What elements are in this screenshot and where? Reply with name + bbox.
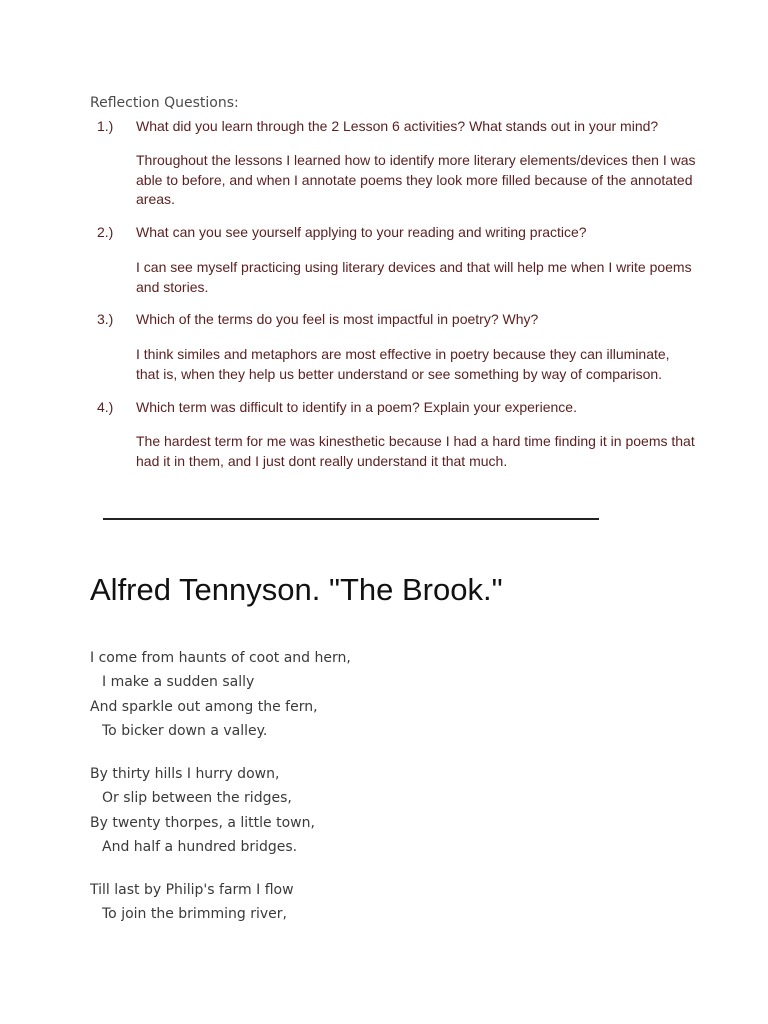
reflection-heading: Reflection Questions: <box>90 95 239 111</box>
question-number: 3.) <box>97 311 114 327</box>
answer-text: I can see myself practicing using literary devices and that will help me when I write poems and stories. <box>136 259 692 295</box>
answer-text: The hardest term for me was kinesthetic because I had a hard time finding it in poems that had it in them, and I just dont really understand it that much. <box>136 433 695 469</box>
poem-line: By thirty hills I hurry down, <box>90 766 280 782</box>
question-number: 2.) <box>97 224 114 240</box>
poem-line: To join the brimming river, <box>102 906 287 923</box>
question-text: What did you learn through the 2 Lesson 6 activities? What stands out in your mind? <box>136 118 659 134</box>
section-divider <box>103 518 599 520</box>
poem-line: To bicker down a valley. <box>102 722 268 739</box>
answer-text: I think similes and metaphors are most effective in poetry because they can illuminate, that is, when they help us better understand or see something by way of comparison. <box>136 346 670 382</box>
poem-line: And half a hundred bridges. <box>102 838 298 855</box>
poem-line: I come from haunts of coot and hern, <box>90 650 351 666</box>
poem-line: And sparkle out among the fern, <box>90 698 318 715</box>
question-text: What can you see yourself applying to your reading and writing practice? <box>136 224 587 240</box>
question-number: 4.) <box>97 399 114 415</box>
poem-line: By twenty thorpes, a little town, <box>90 814 315 831</box>
poem-line: Or slip between the ridges, <box>102 790 292 807</box>
poem-line: Till last by Philip's farm I flow <box>90 882 294 898</box>
answer-text: Throughout the lessons I learned how to identify more literary elements/devices then I was able to before, and when I annotate poems they look more filled because of the annotated areas. <box>136 152 696 207</box>
poem-stanza <box>90 762 590 859</box>
question-text: Which of the terms do you feel is most impactful in poetry? Why? <box>136 311 539 327</box>
question-number: 1.) <box>97 118 114 134</box>
poem-line: I make a sudden sally <box>102 674 255 691</box>
poem-stanza <box>90 646 590 743</box>
question-text: Which term was difficult to identify in a poem? Explain your experience. <box>136 399 577 415</box>
poem-stanza <box>90 878 590 927</box>
poem-title: Alfred Tennyson. "The Brook." <box>90 572 503 607</box>
